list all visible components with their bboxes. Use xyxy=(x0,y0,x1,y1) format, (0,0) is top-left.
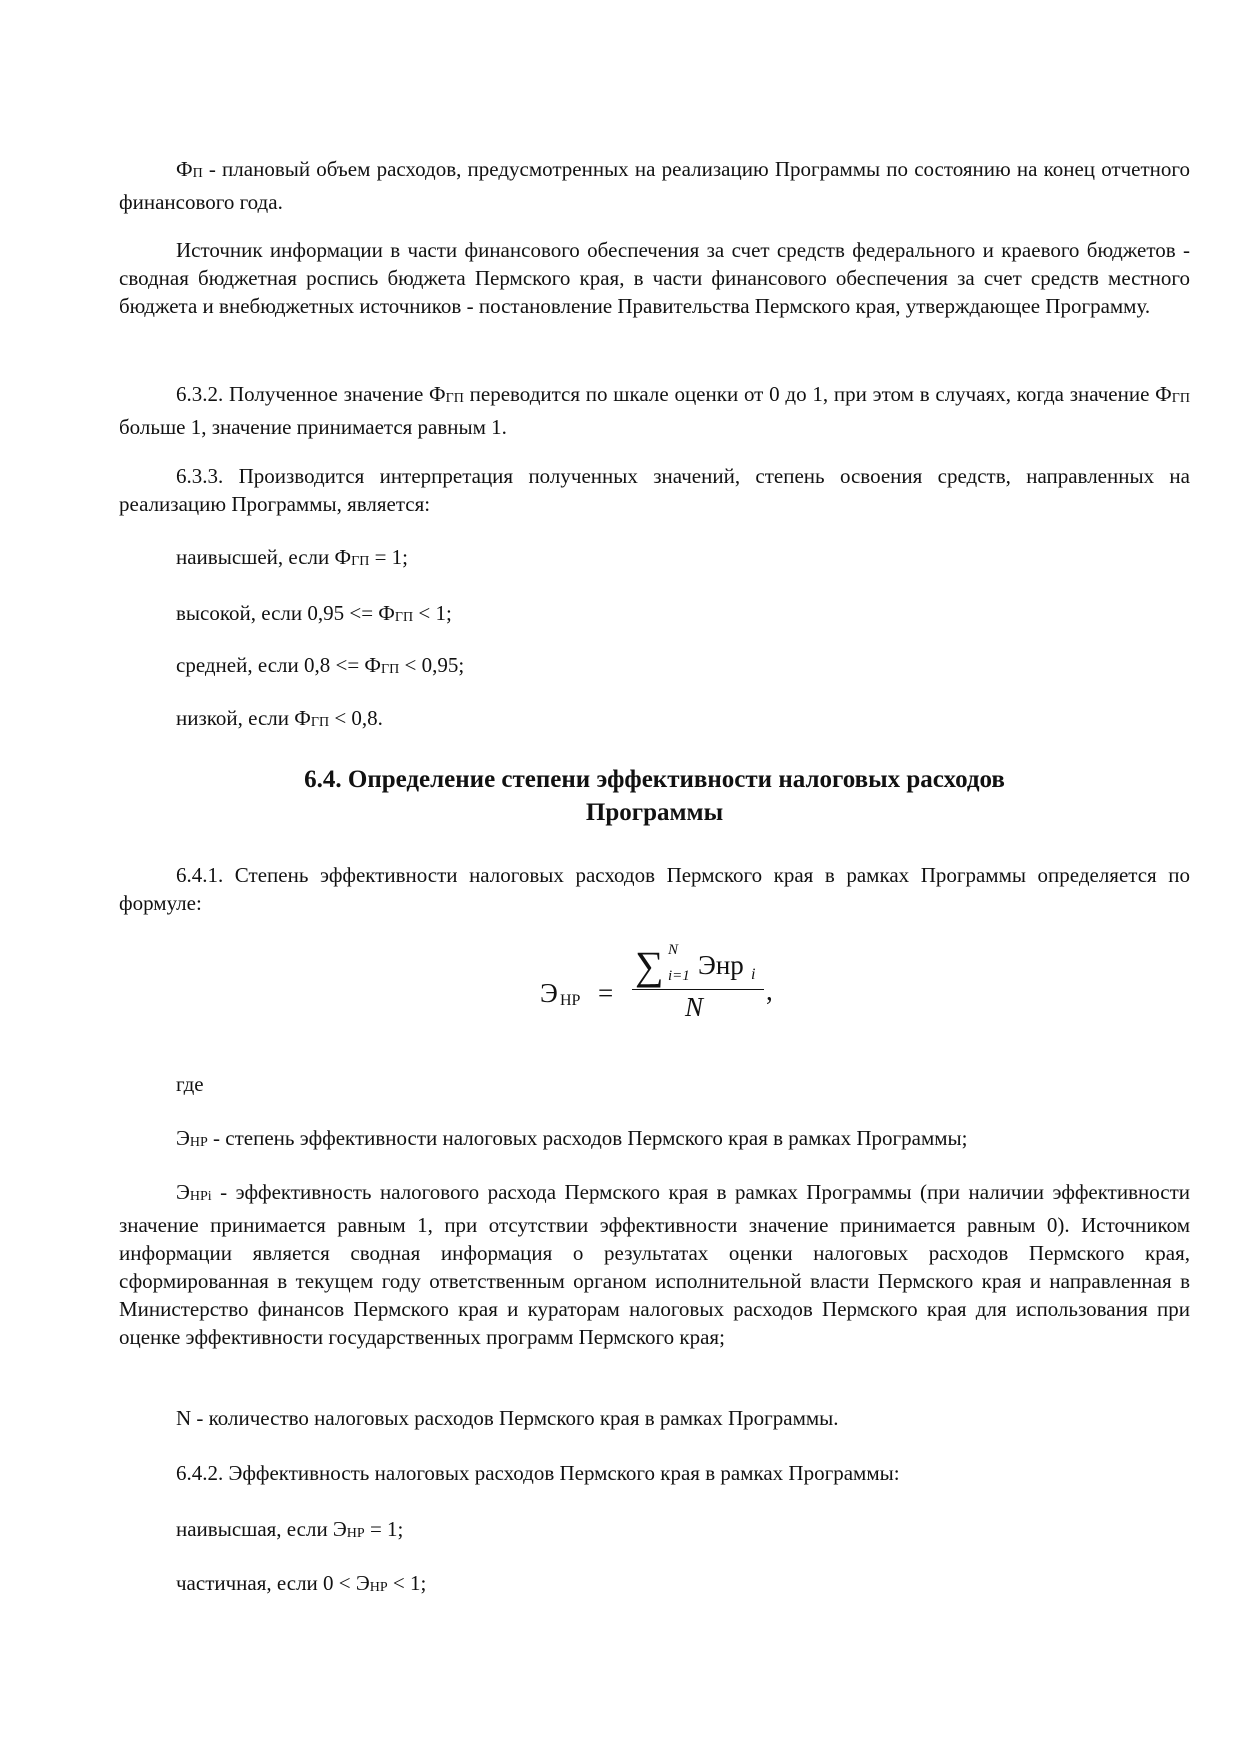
text: средней, если 0,8 <= Ф xyxy=(176,653,382,677)
level-low xyxy=(176,704,383,737)
text: = 1; xyxy=(369,545,409,569)
text: - эффективность налогового расхода Пермского края в рамках Программы (при наличии эффективности значение принимается равным 1, при отсутствии эффективности значение принимается равным 0). Источником информации является сводная информация о результатах оценки налоговых расходов Пермского края, сформированная в текущем году ответственным органом исполнительной власти Пермского края и направленная в Министерство финансов Пермского края и кураторам налоговых расходов Пермского края для использования при оценке эффективности государственных программ Пермского края; xyxy=(119,1180,1190,1349)
text: частичная, если 0 < Э xyxy=(176,1571,370,1595)
level-medium xyxy=(176,651,464,684)
subscript: ГП xyxy=(381,662,400,677)
paragraph-enri-definition xyxy=(119,1178,1190,1351)
subscript: НРi xyxy=(189,1189,212,1204)
text: переводится по шкале оценки от 0 до 1, при этом в случаях, когда значение Ф xyxy=(463,382,1172,406)
paragraph-fp-definition xyxy=(119,155,1190,216)
formula-lower-limit: i=1 xyxy=(668,968,690,984)
text: < 0,95; xyxy=(399,653,465,677)
level-high xyxy=(176,599,452,632)
formula-term-sub: i xyxy=(751,966,756,983)
text: < 0,8. xyxy=(329,706,383,730)
text: наивысшая, если Э xyxy=(176,1517,347,1541)
text: < 1; xyxy=(387,1571,427,1595)
formula xyxy=(540,942,800,1038)
symbol: Э xyxy=(176,1180,190,1204)
text: низкой, если Ф xyxy=(176,706,311,730)
formula-lhs: Э xyxy=(540,978,558,1008)
subscript: ГП xyxy=(445,391,464,406)
text: наивысшей, если Ф xyxy=(176,545,352,569)
paragraph-6-4-2: 6.4.2. Эффективность налоговых расходов Пермского края в рамках Программы: xyxy=(176,1461,900,1485)
formula-term: Энр xyxy=(698,950,744,980)
text: больше 1, значение принимается равным 1. xyxy=(119,415,507,439)
symbol: Ф xyxy=(176,157,193,181)
formula-sum: ∑ xyxy=(635,943,664,988)
fraction-bar xyxy=(632,989,764,990)
formula-denominator: N xyxy=(685,992,704,1022)
formula-comma: , xyxy=(766,976,773,1006)
text: высокой, если 0,95 <= Ф xyxy=(176,601,395,625)
subscript: ГП xyxy=(394,610,414,625)
text: = 1; xyxy=(364,1517,404,1541)
paragraph-n-definition: N - количество налоговых расходов Пермского края в рамках Программы. xyxy=(176,1406,839,1430)
text: < 1; xyxy=(413,601,452,625)
heading-line: 6.4. Определение степени эффективности налоговых расходов xyxy=(304,766,1005,793)
formula-upper-limit: N xyxy=(668,942,679,958)
subscript: П xyxy=(192,166,203,181)
formula-equals: = xyxy=(598,978,614,1008)
where-label: где xyxy=(176,1072,204,1096)
subscript: НР xyxy=(189,1135,208,1150)
text: - плановый объем расходов, предусмотренных на реализацию Программы по состоянию на конец отчетного финансового года. xyxy=(119,157,1190,214)
text: - степень эффективности налоговых расходов Пермского края в рамках Программы; xyxy=(207,1126,968,1150)
efficiency-partial xyxy=(176,1569,426,1602)
section-heading xyxy=(119,763,1190,829)
text: 6.3.2. Полученное значение Ф xyxy=(176,382,446,406)
paragraph-enr-definition xyxy=(119,1124,1190,1157)
heading-line: Программы xyxy=(585,799,724,826)
formula-lhs-sub: НР xyxy=(560,992,581,1009)
efficiency-highest xyxy=(176,1515,403,1548)
level-highest xyxy=(176,543,408,576)
paragraph-6-3-3: 6.3.3. Производится интерпретация полученных значений, степень освоения средств, направленных на реализацию Программы, является: xyxy=(119,464,1190,516)
paragraph-source: Источник информации в части финансового обеспечения за счет средств федерального и краевого бюджетов - сводная бюджетная роспись бюджета Пермского края, в части финансового обеспечения за счет средств местного бюджета и внебюджетных источников - постановление Правительства Пермского края, утверждающее Программу. xyxy=(119,238,1190,318)
paragraph-6-4-1: 6.4.1. Степень эффективности налоговых расходов Пермского края в рамках Программы определяется по формуле: xyxy=(119,863,1190,915)
subscript: НР xyxy=(346,1526,365,1541)
symbol: Э xyxy=(176,1126,190,1150)
subscript: НР xyxy=(369,1580,388,1595)
paragraph-6-3-2 xyxy=(119,380,1190,441)
subscript: ГП xyxy=(1171,391,1190,406)
subscript: ГП xyxy=(310,715,330,730)
subscript: ГП xyxy=(351,554,370,569)
